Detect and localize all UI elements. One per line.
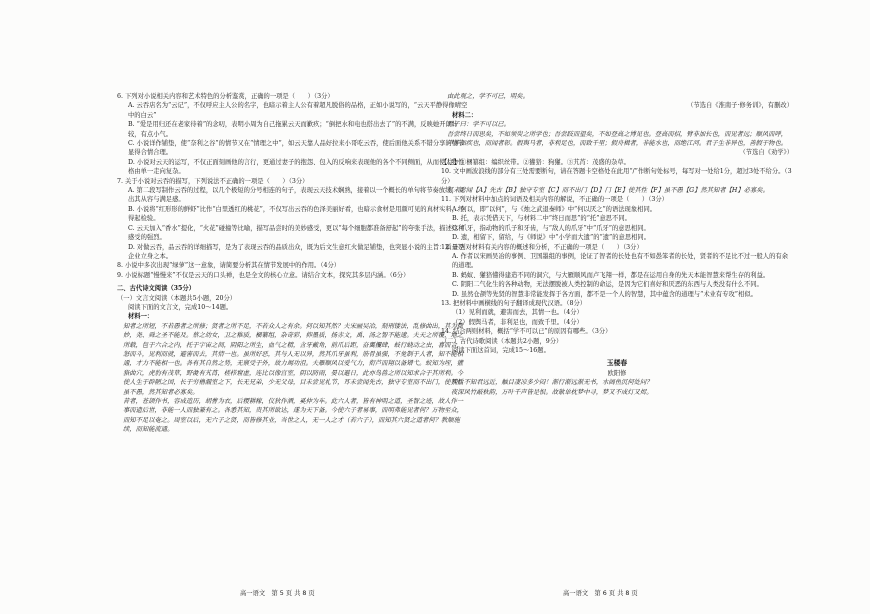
left-column-line: A. 第二段写制作云吞的过程，以几个极短的分号相连的句子，表现云天技术娴熟，接着以一个概长的单句将节奏放缓，突出其从容与满足感。 bbox=[128, 187, 464, 204]
right-column-line: 阅读下面这首词，完成15～16题。 bbox=[452, 346, 550, 354]
left-column-line: 昔者，苍颉作书，容成造历，胡曹为衣，后稷耕稼，仪狄作酒，奚仲为车。此六人者，皆有神明之道，圣智之迹，故人作一事而遗后世，非能一人而独兼有之。各悉其知，贵其所欲达，遂为天下备。今使六子者易事，而明弗能见者何？万物至众，而知不足以奄之。周室以后，无六子之贤，而皆修其业，当世之人，无一人之才（若六子），而知其六贤之道者何？教顺施续，而知能流通。 bbox=[123, 398, 464, 434]
right-column-line: 【注】①梱纂组：编织丝带。②獾狢：狗獾。③艽莦：茂盛的杂草。 bbox=[441, 158, 630, 166]
right-column-line: B. 托，表示凭借天下，与材料二中“终日而思”的“托”意思不同。 bbox=[452, 215, 631, 223]
right-column-line: 欧阳修 bbox=[607, 369, 627, 377]
left-column-line: 知者之所短，不若愚者之所修；贤者之所不足，不若众人之有余。何以知其然？夫宋画吴冶，刻刑镂法，乱修曲出，其为微妙，尧、舜之圣不能及。蔡之幼女，卫之稚质，梱纂组，杂奇彩，抑墨质，扬赤文，禹、汤之智不能逮。夫天之所覆，地之所载，包于六合之内，托于宇宙之间，阴阳之所生，血气之精，含牙戴角，前爪后距，奋翼攫肆，蚑行蛲动之虫，喜而合，怒而斗，见利而就，避害而去，其情一也。虽所好恶，其与人无以异，然其爪牙虽利，筋骨虽强，不免制于人者，知不能相通，才力不能相一也。各有其自然之势，无禀受于外，故力竭功沮。夫雁顺风以爱气力，衔芦而翔以备矰弋。蚁知为垤，獾狢曲穴，虎豹有茂草，野彘有艽莦，槎栉窟虚，连比以像宫室，阴以防雨，晏以避日，此亦鸟兽之所以知求合于其所利。今使人生于辟陋之国，长于穷橹漏室之下，长无兄弟，少无父母，目未尝见礼节，耳未尝闻先古，独守专室而不出门，使其性虽不愚，然其知者必寡矣。 bbox=[123, 322, 464, 396]
left-column-line: 9. 小说标题“慢慢来”不仅是云天的口头禅，也是全文的核心立意。请结合文本，探究其多层内涵。（6分） bbox=[117, 271, 410, 279]
page-6-footer: 高一语文 第 6 页 共 8 页 bbox=[563, 590, 638, 597]
right-column-line: 10. 文中画波浪线的部分有三处需要断句，请在答题卡空格处在此用“/”作断句处标号，每写对一处给1分，超过3处不给分。（3分） bbox=[441, 168, 792, 185]
right-column-line: 由此观之，学不可已，明矣。 bbox=[447, 93, 529, 100]
right-column-line: （1）见利而就，避害而去，其情一也。（4分） bbox=[452, 309, 583, 317]
right-column-line: 14. 结合两则材料，概括“学不可以已”的原因有哪些。（3分） bbox=[441, 328, 612, 336]
right-column-line: A. 作者以宋画吴冶的事例、卫国墨组的事例，论证了智者的长处也有不如愚笨者的长处，贤者的不足比不过一般人的有余的道理。 bbox=[452, 252, 788, 270]
left-column-line: 材料一： bbox=[128, 313, 154, 321]
right-column-line: C. 阴阳二气化生的各种动物，无法摆脱被人类控制的命运，是因为它们喜好和厌恶的东西与人类没有什么不同。 bbox=[452, 281, 763, 289]
left-column-line: 二、古代诗文阅读（35分） bbox=[117, 285, 196, 293]
left-column-line: B. “爱是用归还在老家待着”的念叨，表明小周为自己拖累云天而歉疚；“倒把水和电也搭出去了”的不满，反映她开朗计较，有点小气。 bbox=[128, 121, 459, 138]
right-column-line: 材料二： bbox=[452, 111, 478, 119]
right-column-line: D. 虽然仓颉等先贤的智慧非常能发挥于各方面，都不是一个人的智慧，其中蕴含的道理与“术业有专攻”相似。 bbox=[452, 290, 757, 298]
right-column-line: 耳未尝闻【A】先古【B】独守专室【C】而不出门【D】门【E】使其性【F】虽不愚【G】然其知者【H】必寡矣。 bbox=[447, 187, 769, 195]
page-6-column bbox=[441, 92, 793, 598]
right-column-line: 君子曰：学不可以已。 bbox=[447, 121, 510, 129]
right-column-line: A. 何以，即“以何”，与《烛之武退秦师》中“何以厌之”的语法现象相同。 bbox=[452, 205, 657, 213]
right-column-line: （节选自《劝学》） bbox=[739, 149, 793, 157]
left-column-line: D. 小说对云天的运写，不仅正面刻画他的言行，更通过妻子的抱怨、包入的反响来表现他的各个不同侧面，从而使人物性格由单一走向复杂。 bbox=[128, 158, 465, 176]
right-column-line: （二）古代诗歌阅读（本题共2小题，9分） bbox=[441, 337, 563, 345]
left-column-line: 阅读下面的文言文，完成10～14题。 bbox=[128, 303, 233, 311]
right-column-line: 吾尝终日而思矣，不如须臾之所学也；吾尝跂而望矣，不如登高之博见也。登高而招，臂非加长也，而见者远；顺风而呼，声非加疾也，而闻者彰。假舆马者，非利足也，而致千里；假舟楫者，非能水也，而绝江河。君子生非异也，善假于物也。 bbox=[447, 130, 788, 148]
right-column-line: C. 爪牙，指动物的爪子和牙齿，与“敌人的爪牙”中“爪牙”的意思相同。 bbox=[452, 224, 650, 232]
left-column-line: A. 云吞店名为“云记”，不仅呼应主人公的名字，也暗示着主人公有着超凡脱俗的品格，正如小说写的，“云天平静得像晴空中的白云” bbox=[128, 102, 468, 119]
left-column-line: C. 小说详作铺垫，使“奈利之谷”的情节又在“情理之中”，如云天靠人品好拉来小哥吃云吞，使后面他关系不错分享的情节显得合情合理。 bbox=[128, 140, 465, 157]
left-column-line: D. 对做云吞，品云吞的详细描写，是为了表现云吞的品质出众，既为后文生意红火做足铺垫，也突显小说的主旨：质量是企业立身之本。 bbox=[128, 243, 465, 260]
left-column-line: 8. 小说中多次出现“绿萝”这一意象，请简要分析其在情节发展中的作用。（4分） bbox=[117, 262, 341, 270]
right-column-line: （2）假舆马者，非利足也，而致千里。（4分） bbox=[452, 318, 583, 326]
right-column-line: 13. 把材料中画横线的句子翻译成现代汉语。（8分） bbox=[441, 299, 587, 307]
page-5-column bbox=[117, 92, 469, 598]
right-column-line: （节选自《淮南子·修务训》，有删改） bbox=[687, 102, 793, 110]
left-column-line: （一）文言文阅读（本题共5小题，20分） bbox=[117, 294, 237, 302]
right-column-line: 别后不知君远近，触目凄凉多少闷！渐行渐远渐无书，水阔鱼沉何处问？ bbox=[451, 379, 653, 387]
right-column-line: 夜深风竹敲秋韵，万叶千声皆是恨。故欹单枕梦中寻，梦又不成灯又烬。 bbox=[451, 388, 653, 396]
right-column-line: 玉楼春 bbox=[606, 359, 628, 368]
left-column-line: C. 云天加入“香水”提化，“火花”碰撞等比喻，描写品尝时的美妙感受，更以“每个细胞都准备舒起”的夸张手法，描述这种感受的强烈。 bbox=[128, 224, 465, 242]
right-column-line: D. 遗，相留下，留给，与《师说》中“小学而大遗”的“遗”的意思相同。 bbox=[452, 234, 651, 242]
page-5-footer: 高一语文 第 5 页 共 8 页 bbox=[240, 590, 315, 597]
left-column-line: 6. 下列对小说相关内容和艺术特色的分析鉴赏，正确的一项是（ ）（3分） bbox=[117, 93, 334, 100]
left-column-line: B. 小说将“红形形的鲜虾”比作“白里透红的桃花”，不仅写出云吞的色泽美丽好看，也暗示食材是用颜可见的真材实料，经得起检验。 bbox=[128, 205, 465, 223]
right-column-line: 12. 下列对材料有关内容的概述和分析，不正确的一项是（ ）（3分） bbox=[441, 243, 643, 251]
left-column-line: 7. 关于小说对云吞的描写，下列说法不正确的一项是（ ）（3分） bbox=[117, 177, 309, 185]
right-column-line: 11. 下列对材料中加点的词语及相关内容的解说，不正确的一项是（ ）（3分） bbox=[441, 196, 668, 204]
right-column-line: B. 蚂蚁、獾狢懂得建造不同的洞穴，与大雁顺风而卢飞翔一样，都是在运用自身的先天本能智慧来帮生存的利益。 bbox=[452, 271, 770, 279]
